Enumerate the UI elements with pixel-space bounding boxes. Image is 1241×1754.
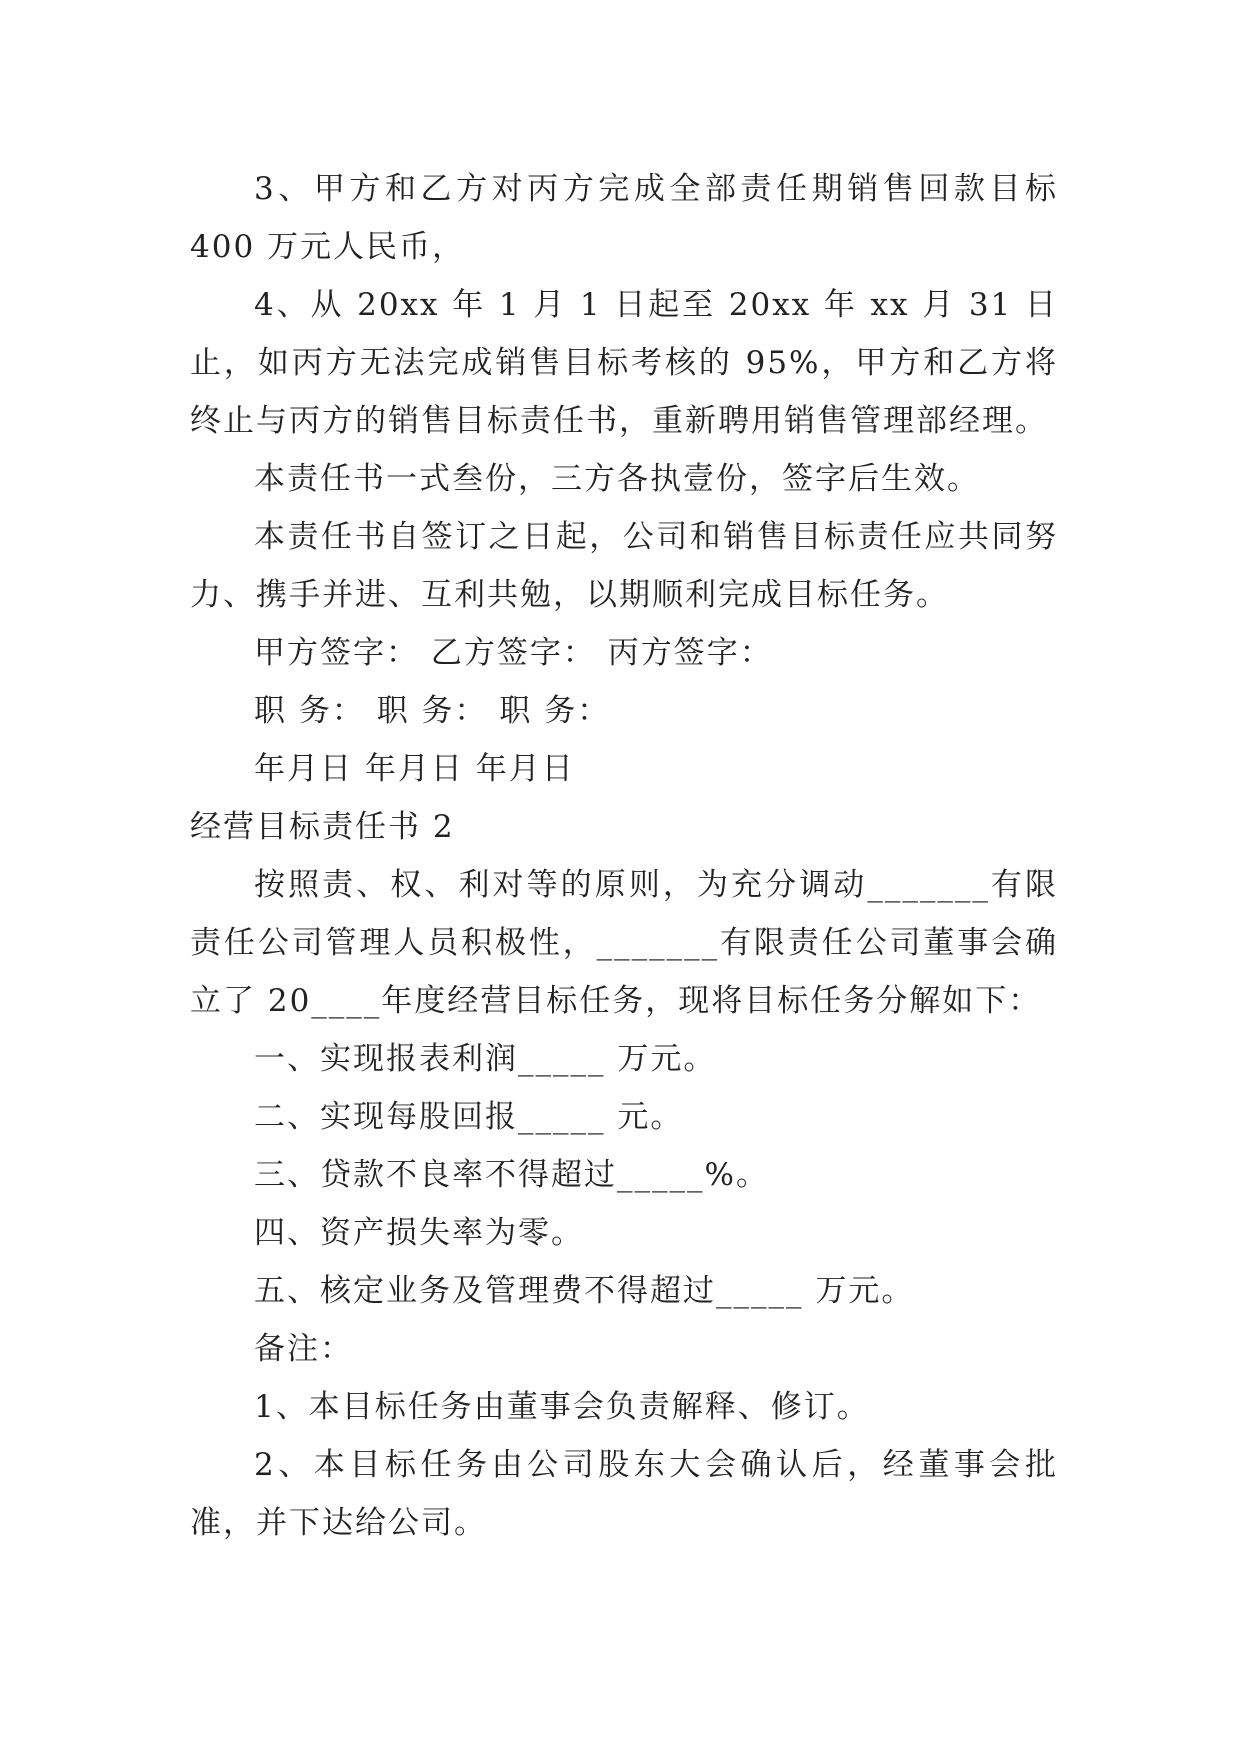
section-intro: 按照责、权、利对等的原则，为充分调动_______有限责任公司管理人员积极性，_______有限责任公司董事会确立了 20____年度经营目标任务，现将目标任务分解如下： (190, 867, 1058, 1019)
target-item-4: 四、资产损失率为零。 (254, 1215, 584, 1251)
target-item-2: 二、实现每股回报_____ 元。 (254, 1099, 684, 1135)
date-line: 年月日 年月日 年月日 (254, 751, 575, 787)
target-item-1: 一、实现报表利润_____ 万元。 (254, 1041, 717, 1077)
paragraph-effective: 本责任书自签订之日起，公司和销售目标责任应共同努力、携手并进、互利共勉，以期顺利完成目标任务。 (190, 519, 1058, 613)
section-title: 经营目标责任书 2 (190, 809, 455, 845)
paragraph-clause-3: 3、甲方和乙方对丙方完成全部责任期销售回款目标 400 万元人民币， (190, 171, 1070, 265)
paragraph-copies: 本责任书一式叁份，三方各执壹份，签字后生效。 (254, 461, 980, 497)
remark-2: 2、本目标任务由公司股东大会确认后，经董事会批准，并下达给公司。 (190, 1447, 1058, 1541)
target-item-3: 三、贷款不良率不得超过_____%。 (254, 1157, 769, 1193)
remarks-label: 备注： (254, 1331, 353, 1367)
document-body (190, 160, 1070, 1552)
remark-1: 1、本目标任务由董事会负责解释、修订。 (254, 1389, 870, 1425)
position-line: 职 务： 职 务： 职 务： (254, 693, 611, 729)
paragraph-clause-4: 4、从 20xx 年 1 月 1 日起至 20xx 年 xx 月 31 日止，如丙方无法完成销售目标考核的 95%，甲方和乙方将终止与丙方的销售目标责任书，重新聘用销售管理部经理。 (190, 287, 1058, 439)
target-item-5: 五、核定业务及管理费不得超过_____ 万元。 (254, 1273, 915, 1309)
signature-line: 甲方签字： 乙方签字： 丙方签字： (254, 635, 773, 671)
